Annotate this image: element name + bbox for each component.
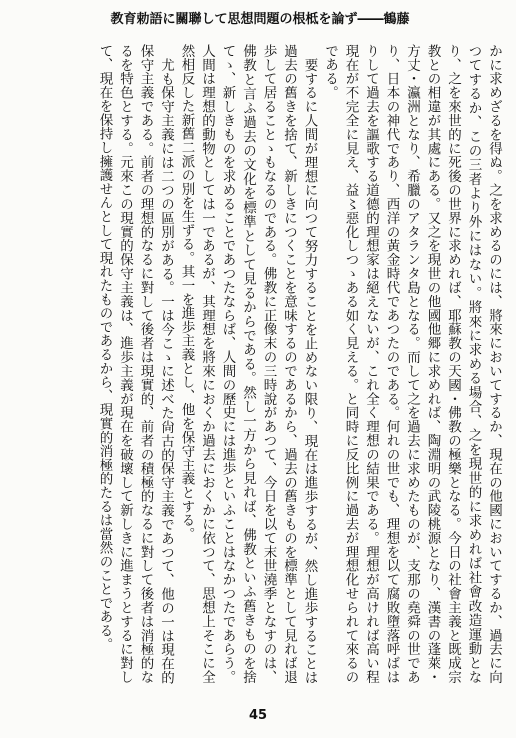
paragraph-1: かに求めざるを得ぬ。之を求めるのには、將來においてするか、現在の他國においてするか、過去に向つてするか、この三者より外にはない。將來に求める場合、之を現世的に求めれば社會改造運動となり、之を來世的に死後の世界に求めれば、耶蘇教の天國・佛教の極樂となる。今日の社會主義と既成宗教との相違が其處にある。又之を現世の他國他郷に求めれば、陶淵明の武陵桃源となり、漢書の蓬萊・方丈・瀛洲となり、希臘のアタランタ島となる。而して之を過去に求めたものが、支那の堯舜の世であり、日本の神代であり、西洋の黃金時代であつたのである。何れの世でも、理想を以て腐敗墮落呼ばはりして過去を謳歌する道德的理想家は絕えないが、これ全く理想の結果である。理想が高ければ高い程現在が不完全に見え、益〻惡化しつゝある如く見える。と同時に反比例に過去が理想化せられて來るのである。 <box>322 44 502 684</box>
page-number: 45 <box>248 708 268 723</box>
paragraph-2: 要するに人間が理想に向つて努力することを止めない限り、現在は進歩するが、然し進歩することは過去の舊きを捨て、新しきにつくことを意味するのであるから、過去の舊きものを標準として見れば退歩して居ることゝもなるのである。佛教に正像末の三時說があつて、今日を以て末世澆季となすのは、佛教と言ふ過去の文化を標準として見るからである。然し一方から見れば、佛教といふ舊きものを捨てゝ、新しきものを求めることであつたならば、人間の歷史には進歩といふことはなかつたであらう。人間は理想的動物としては一であるが、其理想を將來におくか過去におくかに依つて、思想上そこに全然相反した新舊二派の別を生ずる。其一を進歩主義とし、他を保守主義とする。 <box>178 44 318 684</box>
vertical-body-text <box>48 44 504 684</box>
paragraph-3: 尤も保守主義には二つの區別がある。一は今こゝに述べた尙古的保守主義であつて、他の一は現在的保守主義である。前者の理想的なるに對して後者は現實的、前者の積極的なるに對して後者は消極的なるを特色とする。元來この現實的保守主義は、進歩主義が現在を破壞して新しきに進まうとするに對して、現在を保持し擁護せんとして現れたものであるから、現實的消極的たるは當然のことである。 <box>96 44 174 684</box>
running-header: 教育勅語に關聯して思想問題の根柢を論ず――鶴藤 <box>110 12 410 27</box>
